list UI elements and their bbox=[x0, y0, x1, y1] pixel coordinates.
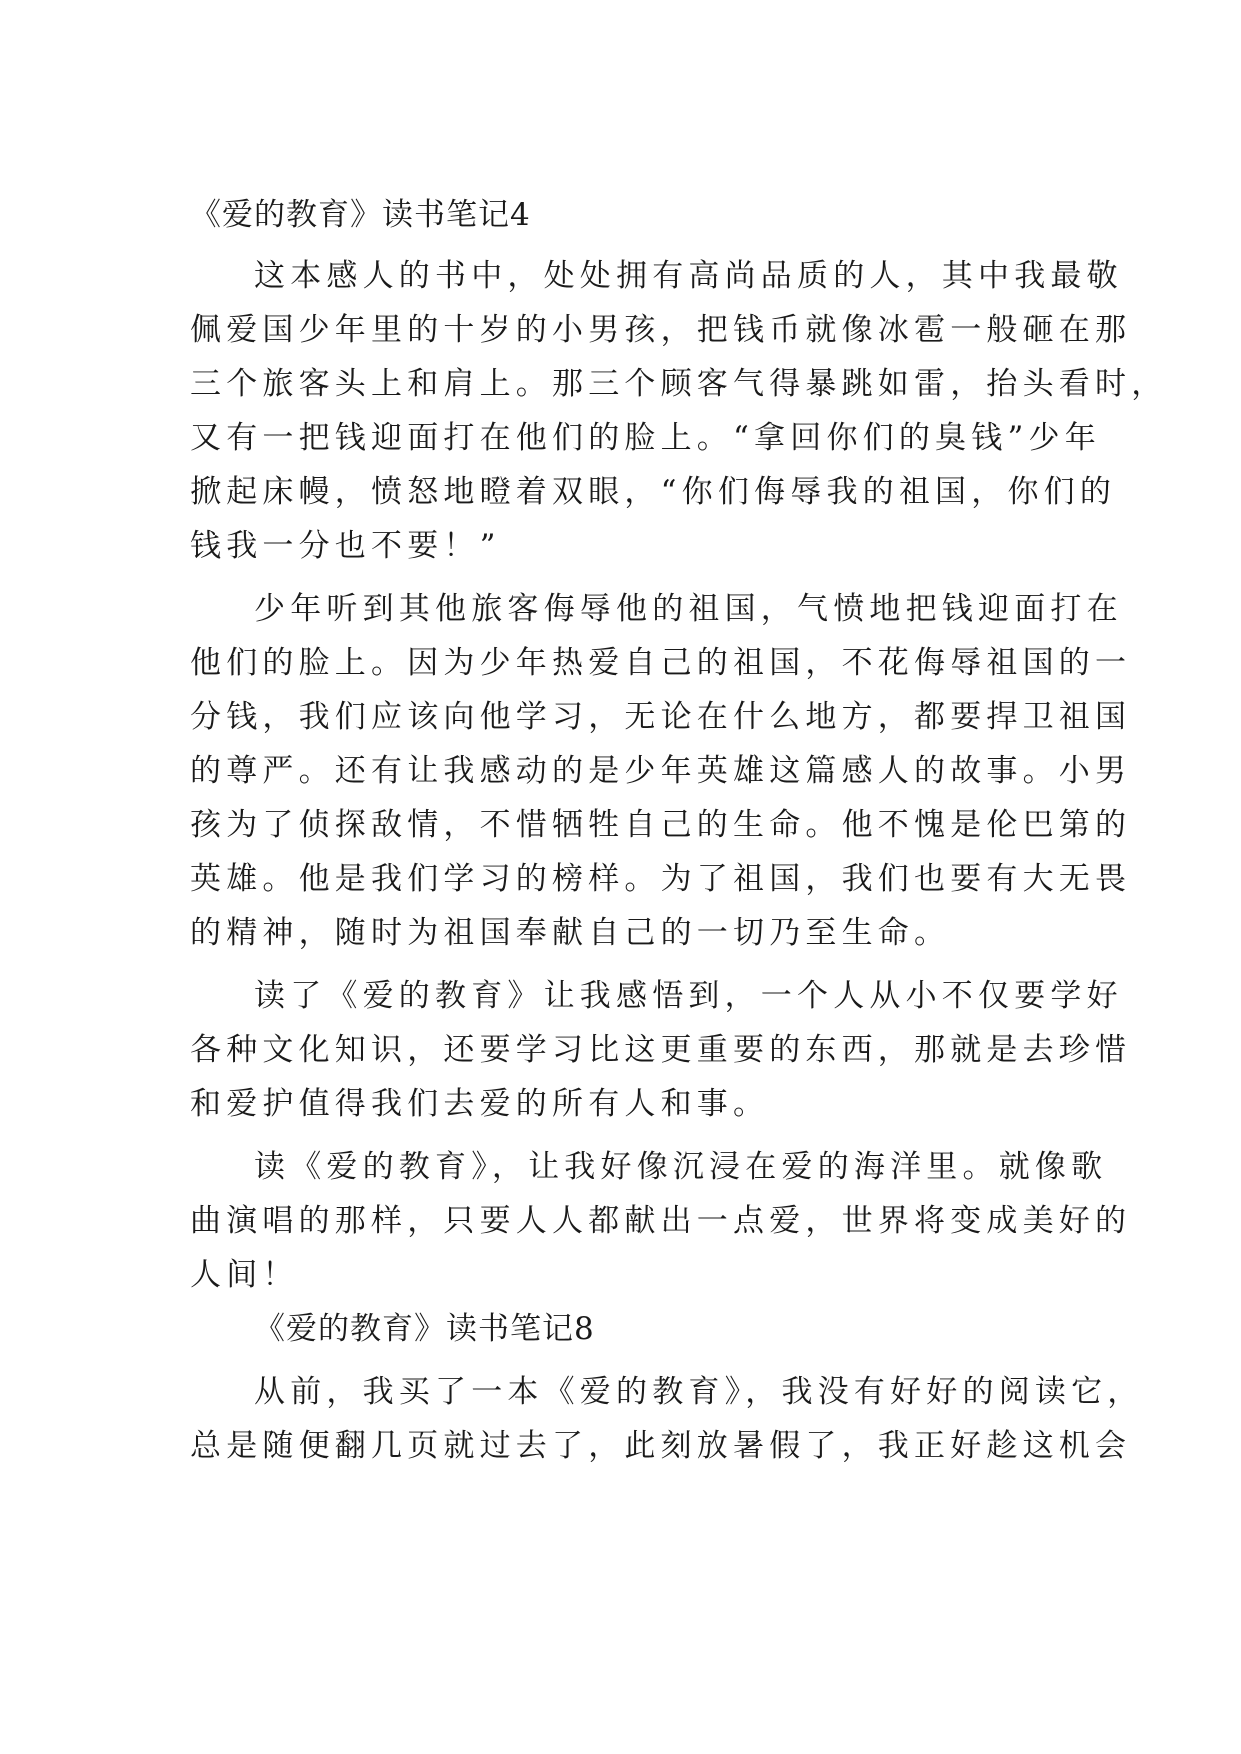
paragraph-line: 又有一把钱迎面打在他们的脸上。“拿回你们的臭钱”少年 bbox=[190, 420, 1101, 456]
paragraph-line: 英雄。他是我们学习的榜样。为了祖国，我们也要有大无畏 bbox=[190, 861, 1132, 897]
paragraph-line: 孩为了侦探敌情，不惜牺牲自己的生命。他不愧是伦巴第的 bbox=[190, 807, 1132, 843]
paragraph-line: 各种文化知识，还要学习比这更重要的东西，那就是去珍惜 bbox=[190, 1032, 1132, 1068]
paragraph-line: 钱我一分也不要！” bbox=[190, 528, 501, 564]
paragraph-line: 三个旅客头上和肩上。那三个顾客气得暴跳如雷，抬头看时， bbox=[190, 366, 1168, 402]
paragraph-line: 少年听到其他旅客侮辱他的祖国，气愤地把钱迎面打在 bbox=[254, 591, 1123, 627]
paragraph-line: 总是随便翻几页就过去了，此刻放暑假了，我正好趁这机会 bbox=[190, 1428, 1132, 1464]
section-title-2: 《爱的教育》读书笔记8 bbox=[254, 1311, 595, 1347]
paragraph-line: 读了《爱的教育》让我感悟到，一个人从小不仅要学好 bbox=[254, 978, 1123, 1014]
paragraph-line: 分钱，我们应该向他学习，无论在什么地方，都要捍卫祖国 bbox=[190, 699, 1132, 735]
section-title-1: 《爱的教育》读书笔记4 bbox=[190, 197, 531, 233]
paragraph-line: 他们的脸上。因为少年热爱自己的祖国，不花侮辱祖国的一 bbox=[190, 645, 1132, 681]
paragraph-line: 人间！ bbox=[190, 1257, 299, 1293]
paragraph-line: 这本感人的书中，处处拥有高尚品质的人，其中我最敬 bbox=[254, 258, 1123, 294]
paragraph-line: 读《爱的教育》，让我好像沉浸在爱的海洋里。就像歌 bbox=[254, 1149, 1108, 1185]
paragraph-line: 佩爱国少年里的十岁的小男孩，把钱币就像冰雹一般砸在那 bbox=[190, 312, 1132, 348]
paragraph-line: 曲演唱的那样，只要人人都献出一点爱，世界将变成美好的 bbox=[190, 1203, 1132, 1239]
paragraph-line: 掀起床幔，愤怒地瞪着双眼，“你们侮辱我的祖国，你们的 bbox=[190, 474, 1117, 510]
paragraph-line: 从前，我买了一本《爱的教育》，我没有好好的阅读它， bbox=[254, 1374, 1144, 1410]
paragraph-line: 的精神，随时为祖国奉献自己的一切乃至生命。 bbox=[190, 915, 951, 951]
paragraph-line: 和爱护值得我们去爱的所有人和事。 bbox=[190, 1086, 770, 1122]
paragraph-line: 的尊严。还有让我感动的是少年英雄这篇感人的故事。小男 bbox=[190, 753, 1132, 789]
